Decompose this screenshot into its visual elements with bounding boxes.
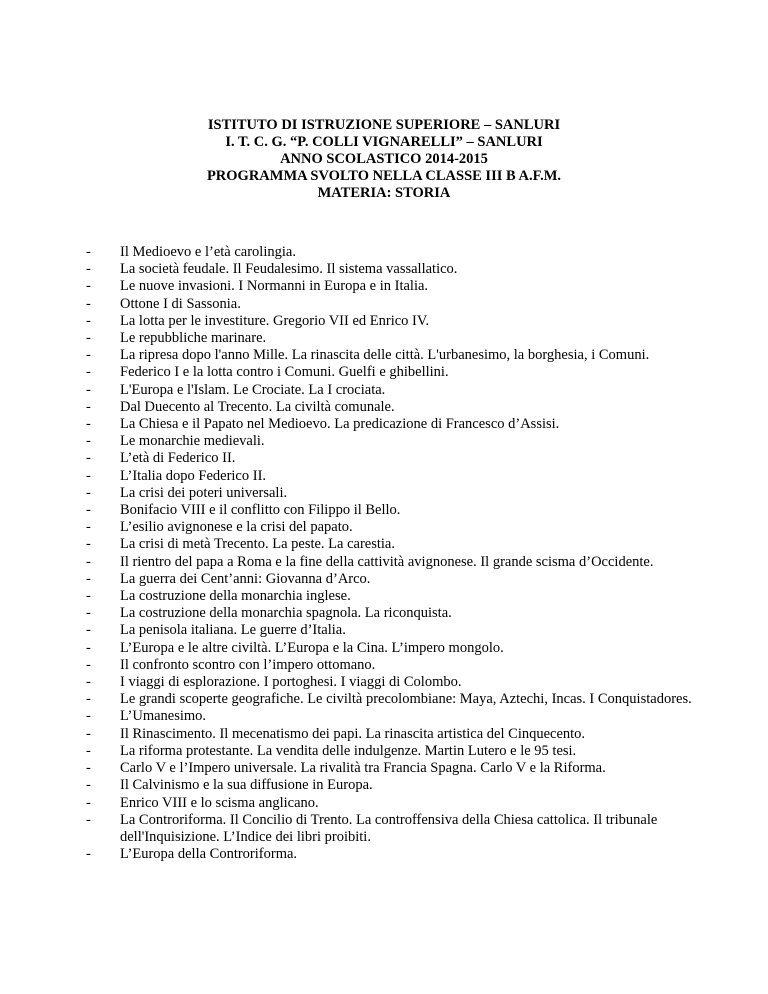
- bullet-dash: -: [86, 261, 91, 278]
- list-item: [86, 416, 726, 433]
- bullet-dash: -: [86, 760, 91, 777]
- list-item: [86, 743, 726, 760]
- list-item: [86, 399, 726, 416]
- list-item: [86, 605, 726, 622]
- list-item-text: Il confronto scontro con l’impero ottomano.: [120, 656, 376, 673]
- list-item: [86, 330, 726, 347]
- list-item: [86, 278, 726, 295]
- list-item: [86, 433, 726, 450]
- bullet-dash: -: [86, 605, 91, 622]
- list-item: [86, 554, 726, 571]
- bullet-dash: -: [86, 484, 91, 501]
- list-item-text: Le repubbliche marinare.: [120, 330, 267, 347]
- list-item-text: I viaggi di esplorazione. I portoghesi. I viaggi di Colombo.: [120, 674, 462, 691]
- bullet-dash: -: [86, 244, 91, 260]
- bullet-dash: -: [86, 622, 91, 639]
- list-item-text: L’Umanesimo.: [120, 708, 207, 725]
- list-item: [86, 657, 726, 674]
- list-item-text: La ripresa dopo l'anno Mille. La rinascita delle città. L'urbanesimo, la borghesia, i Comuni.: [120, 347, 650, 364]
- list-item: [86, 777, 726, 794]
- list-item-text: La crisi di metà Trecento. La peste. La carestia.: [120, 536, 395, 553]
- bullet-dash: -: [86, 691, 91, 708]
- list-item-text: Ottone I di Sassonia.: [120, 295, 241, 312]
- bullet-dash: -: [86, 519, 91, 536]
- list-item-text: La società feudale. Il Feudalesimo. Il sistema vassallatico.: [120, 261, 458, 278]
- list-item: [86, 726, 726, 743]
- list-item: [86, 588, 726, 605]
- bullet-dash: -: [86, 794, 91, 811]
- list-item: [86, 640, 726, 657]
- list-item-text: Federico I e la lotta contro i Comuni. Guelfi e ghibellini.: [120, 364, 449, 381]
- list-item-text: Le nuove invasioni. I Normanni in Europa e in Italia.: [120, 278, 429, 295]
- program-class: PROGRAMMA SVOLTO NELLA CLASSE III B A.F.M.: [206, 168, 562, 184]
- list-item: [86, 485, 726, 502]
- bullet-dash: -: [86, 398, 91, 415]
- list-item-text: La penisola italiana. Le guerre d’Italia.: [120, 622, 346, 639]
- bullet-dash: -: [86, 312, 91, 329]
- list-item-text: Carlo V e l’Impero universale. La rivalità tra Francia Spagna. Carlo V e la Riforma.: [120, 760, 606, 777]
- list-item-text: L’Europa della Controriforma.: [120, 846, 298, 863]
- list-item: [86, 313, 726, 330]
- list-item-text: La riforma protestante. La vendita delle indulgenze. Martin Lutero e le 95 tesi.: [120, 742, 577, 759]
- institute-name: I. T. C. G. “P. COLLI VIGNARELLI” – SANLURI: [225, 134, 543, 150]
- bullet-dash: -: [86, 467, 91, 484]
- list-item: [86, 536, 726, 553]
- bullet-dash: -: [86, 553, 91, 570]
- list-item-text: Le grandi scoperte geografiche. Le civiltà precolombiane: Maya, Aztechi, Incas. I Conquistadores.: [120, 691, 692, 708]
- list-item-text: L’Italia dopo Federico II.: [120, 467, 267, 484]
- list-item: [86, 519, 726, 536]
- school-year: ANNO SCOLASTICO 2014-2015: [280, 151, 488, 167]
- list-item: [86, 760, 726, 777]
- list-item: [86, 296, 726, 313]
- bullet-dash: -: [86, 846, 91, 863]
- bullet-dash: -: [86, 536, 91, 553]
- list-item-text: L’esilio avignonese e la crisi del papato.: [120, 519, 353, 536]
- list-item-text: L’Europa e le altre civiltà. L’Europa e la Cina. L’impero mongolo.: [120, 639, 504, 656]
- list-item-text: La Chiesa e il Papato nel Medioevo. La predicazione di Francesco d’Assisi.: [120, 416, 560, 433]
- list-item-text: Bonifacio VIII e il conflitto con Filippo il Bello.: [120, 502, 401, 519]
- list-item-text: Il rientro del papa a Roma e la fine della cattività avignonese. Il grande scisma d’Occidente.: [120, 553, 654, 570]
- list-item-text: La costruzione della monarchia inglese.: [120, 588, 351, 605]
- bullet-dash: -: [86, 450, 91, 467]
- list-item: [86, 450, 726, 467]
- bullet-dash: -: [86, 777, 91, 794]
- bullet-dash: -: [86, 570, 91, 587]
- list-item: [86, 708, 726, 725]
- list-item: [86, 691, 726, 708]
- bullet-dash: -: [86, 347, 91, 364]
- subject: MATERIA: STORIA: [317, 185, 451, 201]
- bullet-dash: -: [86, 278, 91, 295]
- list-item-text: L'Europa e l'Islam. Le Crociate. La I crociata.: [120, 381, 386, 398]
- list-item: [86, 244, 726, 261]
- list-item: [86, 468, 726, 485]
- bullet-dash: -: [86, 502, 91, 519]
- list-item-text: L’età di Federico II.: [120, 450, 236, 467]
- list-item-text: Il Calvinismo e la sua diffusione in Europa.: [120, 777, 373, 794]
- bullet-dash: -: [86, 416, 91, 433]
- bullet-dash: -: [86, 381, 91, 398]
- bullet-dash: -: [86, 811, 91, 828]
- bullet-dash: -: [86, 330, 91, 347]
- list-item-text: Il Rinascimento. Il mecenatismo dei papi. La rinascita artistica del Cinquecento.: [120, 725, 586, 742]
- list-item: [86, 571, 726, 588]
- school-name: ISTITUTO DI ISTRUZIONE SUPERIORE – SANLURI: [207, 117, 561, 133]
- list-item: [86, 261, 726, 278]
- bullet-dash: -: [86, 433, 91, 450]
- bullet-dash: -: [86, 588, 91, 605]
- list-item-text: La lotta per le investiture. Gregorio VII ed Enrico IV.: [120, 312, 430, 329]
- list-item: [86, 502, 726, 519]
- list-item-text: La guerra dei Cent’anni: Giovanna d’Arco.: [120, 570, 371, 587]
- list-item-text: La costruzione della monarchia spagnola. La riconquista.: [120, 605, 452, 622]
- bullet-dash: -: [86, 639, 91, 656]
- list-item-text: La Controriforma. Il Concilio di Trento. La controffensiva della Chiesa cattolica. Il tribunale dell'Inquisizione. L’Indice dei libri proibiti.: [120, 811, 658, 845]
- list-item: [86, 846, 726, 863]
- document-header: [0, 117, 768, 202]
- list-item: [86, 382, 726, 399]
- bullet-dash: -: [86, 295, 91, 312]
- list-item-text: Il Medioevo e l’età carolingia.: [120, 244, 296, 260]
- bullet-dash: -: [86, 725, 91, 742]
- list-item: [86, 795, 726, 812]
- list-item-text: Enrico VIII e lo scisma anglicano.: [120, 794, 319, 811]
- bullet-dash: -: [86, 656, 91, 673]
- topic-list: [86, 244, 726, 863]
- list-item-text: Dal Duecento al Trecento. La civiltà comunale.: [120, 398, 395, 415]
- list-item: [86, 674, 726, 691]
- bullet-dash: -: [86, 708, 91, 725]
- list-item: [86, 622, 726, 639]
- list-item: [86, 347, 726, 364]
- list-item-text: Le monarchie medievali.: [120, 433, 265, 450]
- bullet-dash: -: [86, 742, 91, 759]
- list-item-text: La crisi dei poteri universali.: [120, 484, 288, 501]
- bullet-dash: -: [86, 364, 91, 381]
- list-item: [86, 812, 726, 846]
- list-item: [86, 364, 726, 381]
- bullet-dash: -: [86, 674, 91, 691]
